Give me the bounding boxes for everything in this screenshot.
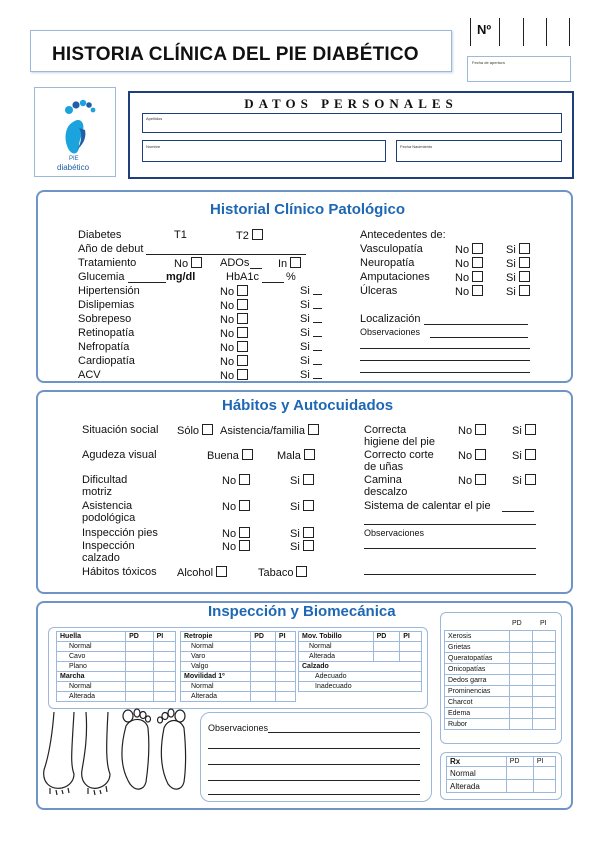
alcohol-checkbox[interactable] — [216, 566, 227, 577]
logo-line2: diabético — [57, 163, 90, 172]
ados-label: ADOs — [220, 257, 250, 269]
antecedente-no-checkbox[interactable] — [472, 285, 483, 296]
camina-no-label: No — [458, 475, 473, 487]
disease-row — [78, 327, 338, 341]
antecedente-si-label: Si — [506, 272, 516, 284]
situacion-label: Situación social — [82, 424, 159, 436]
disease-no-label: No — [220, 328, 235, 340]
huella-cavo: Cavo — [57, 652, 126, 662]
side-row — [445, 697, 556, 708]
disease-si-checkbox[interactable] — [313, 285, 322, 295]
cell[interactable] — [533, 675, 556, 686]
calzado-adecuado: Adecuado — [299, 672, 422, 682]
toxicos-label: Hábitos tóxicos — [82, 566, 157, 578]
antecedente-si-label: Si — [506, 258, 516, 270]
cell[interactable] — [153, 652, 175, 662]
calzado-inadecuado: Inadecuado — [299, 682, 422, 692]
antecedente-row — [360, 285, 550, 299]
disease-si-checkbox[interactable] — [313, 369, 322, 379]
insp-pies-no-label: No — [222, 528, 237, 540]
surname-label: Apellidos — [146, 116, 163, 121]
tabaco-checkbox[interactable] — [296, 566, 307, 577]
antecedente-no-label: No — [455, 258, 470, 270]
pi-header: PI — [400, 632, 422, 642]
logo-line1: PIE — [69, 156, 79, 162]
logo — [34, 87, 116, 177]
asistencia-si-label: Si — [290, 501, 300, 513]
localizacion-label: Localización — [360, 313, 421, 325]
cell[interactable] — [533, 642, 556, 653]
t2-checkbox[interactable] — [252, 229, 263, 240]
cell[interactable] — [510, 631, 533, 642]
antecedente-si-label: Si — [506, 244, 516, 256]
disease-si-checkbox[interactable] — [313, 313, 322, 323]
disease-label: Nefropatía — [78, 341, 130, 353]
surname-field[interactable] — [142, 113, 562, 133]
insp-calzado-no-checkbox[interactable] — [239, 540, 250, 551]
antecedente-label: Úlceras — [360, 285, 398, 297]
page-title: HISTORIA CLÍNICA DEL PIE DIABÉTICO — [52, 44, 419, 65]
corte-si-checkbox[interactable] — [525, 449, 536, 460]
cell[interactable] — [275, 662, 295, 672]
disease-label: Dislipemias — [78, 299, 135, 311]
cell[interactable] — [251, 692, 276, 702]
cell[interactable] — [126, 692, 153, 702]
side-item-label: Charcot — [445, 697, 510, 708]
in-checkbox[interactable] — [290, 257, 301, 268]
number-cell[interactable] — [546, 18, 570, 46]
correcta-si-checkbox[interactable] — [525, 424, 536, 435]
side-row — [445, 719, 556, 730]
disease-si-label: Si — [300, 341, 310, 353]
solo-label: Sólo — [177, 425, 200, 437]
dificultad-si-checkbox[interactable] — [303, 474, 314, 485]
disease-row — [78, 299, 338, 313]
calentar-line[interactable] — [502, 511, 534, 512]
cell[interactable] — [153, 672, 175, 682]
corte-no-checkbox[interactable] — [475, 449, 486, 460]
glucemia-label: Glucemia — [78, 271, 125, 283]
movilidad-alterada: Alterada — [181, 692, 251, 702]
opening-date-label: Fecha de apertura — [472, 60, 505, 65]
disease-si-label: Si — [300, 327, 310, 339]
obs-line[interactable] — [364, 548, 536, 549]
corte-no-label: No — [458, 450, 473, 462]
podologica-label: podológica — [82, 512, 136, 524]
rx-pi-header: PI — [533, 757, 555, 767]
disease-label: ACV — [78, 369, 101, 381]
side-item-label: Xerosis — [445, 631, 510, 642]
huella-table — [56, 631, 176, 702]
cell[interactable] — [533, 708, 556, 719]
disease-no-checkbox[interactable] — [237, 341, 248, 352]
movilidad-normal: Normal — [181, 682, 251, 692]
glucemia-line[interactable] — [128, 282, 166, 283]
disease-label: Retinopatía — [78, 327, 135, 339]
birth-date-field[interactable] — [396, 140, 562, 162]
disease-si-checkbox[interactable] — [313, 299, 322, 309]
correcta-no-label: No — [458, 425, 473, 437]
buena-label: Buena — [207, 450, 239, 462]
asistencia-familia-checkbox[interactable] — [308, 424, 319, 435]
mala-checkbox[interactable] — [304, 449, 315, 460]
rx-header: Rx — [447, 757, 507, 767]
antecedente-no-checkbox[interactable] — [472, 271, 483, 282]
insp-pies-no-checkbox[interactable] — [239, 527, 250, 538]
disease-no-label: No — [220, 356, 235, 368]
cell[interactable] — [275, 672, 295, 682]
disease-label: Hipertensión — [78, 285, 140, 297]
cell[interactable] — [400, 652, 422, 662]
cell[interactable] — [533, 631, 556, 642]
side-item-label: Onicopatías — [445, 664, 510, 675]
calentar-line2[interactable] — [364, 524, 536, 525]
disease-row — [78, 313, 338, 327]
antecedente-si-checkbox[interactable] — [519, 271, 530, 282]
side-item-label: Grietas — [445, 642, 510, 653]
t1-label: T1 — [174, 229, 187, 241]
calzado-header: Calzado — [299, 662, 422, 672]
antecedente-si-label: Si — [506, 286, 516, 298]
cell[interactable] — [510, 664, 533, 675]
hba1c-line[interactable] — [262, 282, 284, 283]
cell[interactable] — [510, 675, 533, 686]
cell[interactable] — [510, 642, 533, 653]
disease-si-label: Si — [300, 355, 310, 367]
disease-label: Sobrepeso — [78, 313, 132, 325]
cell[interactable] — [251, 652, 276, 662]
debut-label: Año de debut — [78, 243, 144, 255]
obs-line[interactable] — [268, 732, 420, 733]
antecedente-label: Vasculopatía — [360, 243, 423, 255]
side-row — [445, 686, 556, 697]
asistencia-no-label: No — [222, 501, 237, 513]
obs-line[interactable] — [208, 780, 420, 781]
disease-si-label: Si — [300, 285, 310, 297]
buena-checkbox[interactable] — [242, 449, 253, 460]
antecedente-label: Neuropatía — [360, 257, 415, 269]
obs-line[interactable] — [360, 372, 530, 373]
cell[interactable] — [506, 780, 533, 793]
retropie-header: Retropie — [181, 632, 251, 642]
cell[interactable] — [533, 780, 555, 793]
disease-no-checkbox[interactable] — [237, 369, 248, 380]
dificultad-si-label: Si — [290, 475, 300, 487]
cell[interactable] — [153, 642, 175, 652]
side-pi-header: PI — [540, 620, 547, 627]
rx-table — [446, 756, 556, 793]
antecedente-si-checkbox[interactable] — [519, 285, 530, 296]
obs-line[interactable] — [430, 337, 528, 338]
disease-list — [78, 285, 338, 383]
birth-date-label: Fecha Nacimiento — [400, 144, 433, 149]
insp-calzado-label2: calzado — [82, 552, 120, 564]
antecedente-si-checkbox[interactable] — [519, 257, 530, 268]
historial-observaciones-label: Observaciones — [360, 327, 421, 337]
number-cell[interactable] — [499, 18, 522, 46]
huella-normal: Normal — [57, 642, 126, 652]
marcha-normal: Normal — [57, 682, 126, 692]
corte-label: Correcto corte — [364, 449, 434, 461]
side-row — [445, 664, 556, 675]
rx-pd-header: PD — [506, 757, 533, 767]
cell[interactable] — [400, 642, 422, 652]
pi-header: PI — [275, 632, 295, 642]
pd-header: PD — [251, 632, 276, 642]
solo-checkbox[interactable] — [202, 424, 213, 435]
cell[interactable] — [126, 642, 153, 652]
asistencia-no-checkbox[interactable] — [239, 500, 250, 511]
camina-label: Camina — [364, 474, 402, 486]
antecedente-row — [360, 243, 550, 257]
cell[interactable] — [126, 672, 153, 682]
disease-si-label: Si — [300, 369, 310, 381]
side-row — [445, 631, 556, 642]
pi-header: PI — [153, 632, 175, 642]
marcha-alterada: Alterada — [57, 692, 126, 702]
habitos-observaciones-label: Observaciones — [364, 528, 425, 538]
insp-pies-si-label: Si — [290, 528, 300, 540]
obs-line[interactable] — [208, 794, 420, 795]
antecedente-si-checkbox[interactable] — [519, 243, 530, 254]
disease-no-checkbox[interactable] — [237, 299, 248, 310]
cell[interactable] — [275, 642, 295, 652]
side-item-label: Edema — [445, 708, 510, 719]
tobillo-table — [298, 631, 422, 692]
cell[interactable] — [510, 719, 533, 730]
disease-no-label: No — [220, 370, 235, 382]
t2-label: T2 — [236, 230, 249, 242]
disease-label: Cardiopatía — [78, 355, 135, 367]
pct-label: % — [286, 271, 296, 283]
disease-no-checkbox[interactable] — [237, 327, 248, 338]
inspeccion-title: Inspección y Biomecánica — [208, 603, 396, 620]
rx-alterada: Alterada — [447, 780, 507, 793]
inspeccion-observaciones-label: Observaciones — [208, 723, 269, 733]
disease-row — [78, 355, 338, 369]
motriz-label: motriz — [82, 486, 112, 498]
disease-no-label: No — [220, 286, 235, 298]
correcta-no-checkbox[interactable] — [475, 424, 486, 435]
disease-row — [78, 285, 338, 299]
alcohol-label: Alcohol — [177, 567, 214, 579]
disease-si-checkbox[interactable] — [313, 327, 322, 337]
side-row — [445, 642, 556, 653]
dificultad-no-checkbox[interactable] — [239, 474, 250, 485]
historial-title: Historial Clínico Patológico — [210, 201, 406, 218]
disease-si-label: Si — [300, 299, 310, 311]
cell[interactable] — [533, 767, 555, 780]
opening-date-field[interactable] — [467, 56, 571, 82]
side-item-label: Queratopatías — [445, 653, 510, 664]
huella-header: Huella — [57, 632, 126, 642]
cell[interactable] — [533, 664, 556, 675]
disease-si-label: Si — [300, 313, 310, 325]
asistencia-si-checkbox[interactable] — [303, 500, 314, 511]
side-row — [445, 675, 556, 686]
disease-no-checkbox[interactable] — [237, 313, 248, 324]
cell[interactable] — [153, 662, 175, 672]
debut-line[interactable] — [146, 254, 306, 255]
insp-calzado-si-checkbox[interactable] — [303, 540, 314, 551]
disease-si-checkbox[interactable] — [313, 355, 322, 365]
cell[interactable] — [275, 692, 295, 702]
corte-si-label: Si — [512, 450, 522, 462]
cell[interactable] — [126, 662, 153, 672]
disease-no-checkbox[interactable] — [237, 355, 248, 366]
dificultad-label: Dificultad — [82, 474, 128, 486]
calentar-label: Sistema de calentar el pie — [364, 500, 491, 512]
personal-data-title: DATOS PERSONALES — [244, 96, 458, 111]
disease-row — [78, 341, 338, 355]
insp-calzado-no-label: No — [222, 541, 237, 553]
feet-drawing-icon — [40, 708, 200, 796]
camina-si-label: Si — [512, 475, 522, 487]
dificultad-no-label: No — [222, 475, 237, 487]
antecedentes-list — [360, 243, 550, 299]
antecedente-no-label: No — [455, 244, 470, 256]
cell[interactable] — [510, 653, 533, 664]
obs-line[interactable] — [360, 348, 530, 349]
disease-no-label: No — [220, 300, 235, 312]
asistencia-label: Asistencia — [82, 500, 133, 512]
cell[interactable] — [373, 642, 400, 652]
number-label: Nº — [470, 18, 499, 46]
cell[interactable] — [251, 662, 276, 672]
disease-no-label: No — [220, 314, 235, 326]
disease-no-checkbox[interactable] — [237, 285, 248, 296]
treatment-no-checkbox[interactable] — [191, 257, 202, 268]
cell[interactable] — [275, 652, 295, 662]
insp-calzado-label: Inspección — [82, 540, 135, 552]
cell[interactable] — [533, 653, 556, 664]
retropie-table — [180, 631, 296, 702]
retropie-valgo: Valgo — [181, 662, 251, 672]
mala-label: Mala — [277, 450, 301, 462]
pd-header: PD — [373, 632, 400, 642]
insp-calzado-si-label: Si — [290, 541, 300, 553]
diabetes-label: Diabetes — [78, 229, 122, 241]
cell[interactable] — [275, 682, 295, 692]
in-label: In — [278, 258, 288, 270]
side-item-label: Prominencias — [445, 686, 510, 697]
tobillo-alterada: Alterada — [299, 652, 374, 662]
cell[interactable] — [533, 719, 556, 730]
antecedentes-label: Antecedentes de: — [360, 229, 446, 241]
correcta-label2: higiene del pie — [364, 436, 435, 448]
camina-label2: descalzo — [364, 486, 408, 498]
cell[interactable] — [126, 682, 153, 692]
ados-line[interactable] — [250, 268, 262, 269]
obs-line[interactable] — [360, 360, 530, 361]
disease-row — [78, 369, 338, 383]
asistencia-familia-label: Asistencia/familia — [220, 425, 305, 437]
antecedente-row — [360, 271, 550, 285]
cell[interactable] — [510, 686, 533, 697]
cell[interactable] — [153, 682, 175, 692]
side-table — [444, 630, 556, 730]
huella-plano: Plano — [57, 662, 126, 672]
cell[interactable] — [251, 682, 276, 692]
tobillo-header: Mov. Tobillo — [299, 632, 374, 642]
name-label: Nombre — [146, 144, 161, 149]
movilidad-header: Movilidad 1º — [181, 672, 251, 682]
antecedente-no-label: No — [455, 272, 470, 284]
antecedente-no-checkbox[interactable] — [472, 257, 483, 268]
antecedente-label: Amputaciones — [360, 271, 430, 283]
pd-header: PD — [126, 632, 153, 642]
treatment-no-label: No — [174, 258, 189, 270]
disease-si-checkbox[interactable] — [313, 341, 322, 351]
habitos-title: Hábitos y Autocuidados — [222, 397, 394, 414]
rx-normal: Normal — [447, 767, 507, 780]
side-pd-header: PD — [512, 620, 522, 627]
cell[interactable] — [153, 692, 175, 702]
marcha-header: Marcha — [57, 672, 126, 682]
mgdl-label: mg/dl — [166, 271, 196, 283]
obs-line[interactable] — [208, 764, 420, 765]
insp-pies-label: Inspección pies — [82, 527, 158, 539]
cell[interactable] — [533, 697, 556, 708]
insp-pies-si-checkbox[interactable] — [303, 527, 314, 538]
tabaco-label: Tabaco — [258, 567, 294, 579]
cell[interactable] — [506, 767, 533, 780]
cell[interactable] — [510, 697, 533, 708]
cell[interactable] — [251, 642, 276, 652]
corte-label2: de uñas — [364, 461, 404, 473]
number-cell[interactable] — [523, 18, 546, 46]
antecedente-no-label: No — [455, 286, 470, 298]
side-item-label: Dedos garra — [445, 675, 510, 686]
side-item-label: Rubor — [445, 719, 510, 730]
record-number-grid[interactable] — [470, 18, 570, 46]
camina-no-checkbox[interactable] — [475, 474, 486, 485]
antecedente-row — [360, 257, 550, 271]
retropie-normal: Normal — [181, 642, 251, 652]
obs-line[interactable] — [364, 574, 536, 575]
antecedente-no-checkbox[interactable] — [472, 243, 483, 254]
cell[interactable] — [251, 672, 276, 682]
correcta-label: Correcta — [364, 424, 407, 436]
hba1c-label: HbA1c — [226, 271, 260, 283]
cell[interactable] — [126, 652, 153, 662]
name-field[interactable] — [142, 140, 386, 162]
correcta-si-label: Si — [512, 425, 522, 437]
disease-no-label: No — [220, 342, 235, 354]
retropie-varo: Varo — [181, 652, 251, 662]
obs-line[interactable] — [208, 748, 420, 749]
cell[interactable] — [373, 652, 400, 662]
cell[interactable] — [510, 708, 533, 719]
side-row — [445, 708, 556, 719]
treatment-label: Tratamiento — [78, 257, 137, 269]
side-row — [445, 653, 556, 664]
localizacion-line[interactable] — [424, 324, 528, 325]
agudeza-label: Agudeza visual — [82, 449, 157, 461]
tobillo-normal: Normal — [299, 642, 374, 652]
cell[interactable] — [533, 686, 556, 697]
camina-si-checkbox[interactable] — [525, 474, 536, 485]
